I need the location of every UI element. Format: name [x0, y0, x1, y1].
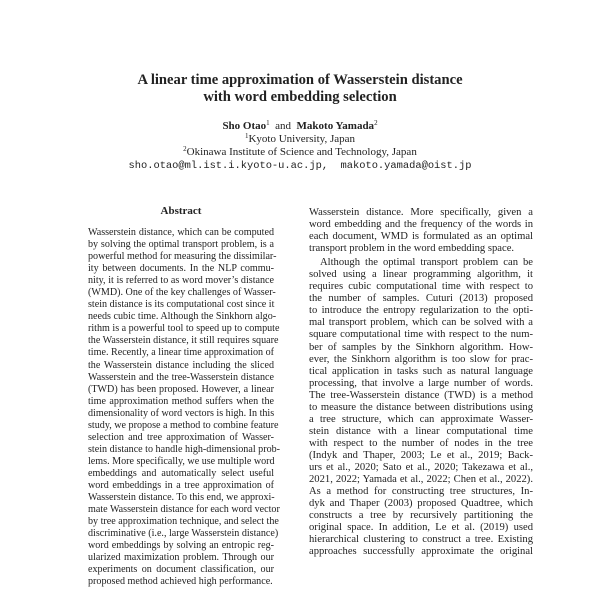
body-line: dyk and Thaper (2003) proposed Quadtree, which [309, 498, 533, 510]
abstract-line: ularized maximization problem. Through our [88, 552, 274, 564]
abstract-line: embeddings and automatically select useful [88, 467, 274, 479]
body-line: constructs a tree by recursively partitioning the [309, 510, 533, 522]
body-line: urs et al., 2020; Sato et al., 2020; Takezawa et al., [309, 461, 533, 473]
body-line: transport problem in the word embedding space. [309, 243, 515, 255]
abstract-line: powerful method for measuring the dissimilar- [88, 251, 277, 263]
body-line: approaches successfully approximate the original [309, 546, 533, 558]
abstract-line: experiments on document classification, our [88, 564, 274, 576]
body-line: ever, the Sinkhorn algorithm is too slow for prac- [309, 353, 533, 365]
abstract-line: rithm is a powerful tool to speed up to compute [88, 323, 280, 335]
abstract-line: the Wasserstein distance including the sliced [88, 359, 274, 371]
abstract-line: selection and tree approximation of Wasser- [88, 431, 274, 443]
paragraph [309, 207, 533, 255]
affil-mark: 2 [183, 145, 187, 153]
body-line: 2021, 2022; Yamada et al., 2022; Chen et al., 2022). [309, 474, 533, 486]
body-line: the number of samples. Cuturi (2013) proposed [309, 293, 533, 305]
abstract-line: ity between documents. In the NLP commu- [88, 263, 274, 275]
abstract-line: word embeddings by solving an entropic reg- [88, 540, 274, 552]
abstract-body [88, 227, 281, 588]
abstract-line: lems. More specifically, we use multiple word [88, 455, 275, 467]
abstract-line: Wasserstein distance, which can be computed [88, 227, 274, 238]
body-line: each document, WMD is formulated as an optimal [309, 231, 533, 243]
abstract-line: by tree approximation technique, and select the [88, 516, 279, 528]
body-line: stein distance with a linear computational time [309, 425, 533, 437]
abstract-line: nity, it is referred to as word mover’s distance [88, 275, 274, 287]
body-line: solved using a linear programming algorithm, it [309, 269, 533, 281]
affil-text: Kyoto University, Japan [248, 133, 356, 145]
abstract-line: (WMD). One of the key challenges of Wasser- [88, 287, 276, 299]
abstract-line: time. Recently, a linear time approximation of [88, 347, 275, 359]
body-line: to measure the distance between distributions using [309, 401, 533, 413]
title-line: with word embedding selection [203, 89, 397, 105]
body-line: As a method for constructing tree structures, In- [309, 486, 533, 498]
affiliation [0, 133, 600, 145]
body-line: ber of samples by the Sinkhorn algorithm. How- [309, 341, 533, 353]
body-line: (Indyk and Thaper, 2003; Le et al., 2019; Back- [309, 449, 533, 461]
paper-title [0, 72, 600, 106]
abstract-line: Wasserstein distance. To this end, we approxi- [88, 492, 275, 504]
body-line: original space. In addition, Le et al. (2019) used [309, 522, 533, 534]
abstract-line: needs cubic time. Although the Sinkhorn algo- [88, 311, 277, 323]
body-line: Wasserstein distance. More specifically, given a [309, 207, 533, 218]
abstract-line: the Wasserstein distance, it still requires square [88, 335, 279, 347]
abstract-line: stein distance is its computational cost since it [88, 299, 275, 311]
body-line: tical application in tasks such as natural language [309, 365, 533, 377]
abstract-heading: Abstract [160, 205, 202, 217]
abstract-line: Wasserstein and the tree-Wasserstein distance [88, 371, 274, 383]
affil-mark: 1 [244, 132, 249, 140]
body-line: with respect to the number of nodes in the tree [309, 437, 533, 449]
abstract-line: by solving the optimal transport problem, is a [88, 239, 274, 251]
affil-text: Okinawa Institute of Science and Technology, Japan [186, 146, 417, 158]
author-affil-mark: 2 [374, 119, 378, 127]
abstract-line: stein distance to handle high-dimensional prob- [88, 443, 281, 455]
abstract-line: discriminative (i.e., large Wasserstein distance) [88, 528, 279, 540]
author-emails: sho.otao@ml.ist.i.kyoto-u.ac.jp, makoto.yamada@oist.jp [128, 160, 472, 172]
affiliation [0, 146, 600, 158]
body-line: requires cubic computational time with respect to [309, 281, 533, 293]
body-column [309, 207, 533, 560]
paragraph [309, 257, 533, 558]
body-line: square computational time with respect to the num- [309, 329, 533, 341]
abstract-line: proposed method achieved high performance. [88, 576, 273, 588]
body-line: hierarchical clustering to construct a tree. Existing [309, 534, 533, 546]
body-line: mal transport problem, which can be solved with a [309, 317, 533, 329]
author-affil-mark: 1 [266, 119, 270, 127]
body-line: to introduce the entropy regularization to the opti- [309, 305, 533, 317]
body-line: processing, that involve a large number of words. [309, 377, 533, 389]
abstract-line: (TWD) has been proposed. However, a linear [88, 383, 274, 395]
body-line: a tree structure, which can approximate Wasser- [309, 413, 533, 425]
abstract-line: study, we propose a method to combine feature [88, 419, 279, 431]
author-name: Sho Otao [222, 120, 267, 132]
body-line: The tree-Wasserstein distance (TWD) is a method [309, 389, 533, 401]
abstract-line: word embeddings in a tree approximation of [88, 479, 274, 491]
authors-and: and [275, 120, 292, 132]
abstract-line: mate Wasserstein distance for each word vector [88, 504, 280, 516]
body-line: Although the optimal transport problem can be [320, 257, 533, 269]
authors [0, 120, 600, 132]
abstract-line: dimensionality of word vectors is high. In this [88, 407, 275, 419]
body-line: word embedding and the frequency of the words in [309, 219, 533, 231]
title-line: A linear time approximation of Wasserstein distance [137, 72, 463, 88]
abstract-line: time approximation method suffers when the [88, 395, 274, 407]
author-name: Makoto Yamada [296, 120, 375, 132]
